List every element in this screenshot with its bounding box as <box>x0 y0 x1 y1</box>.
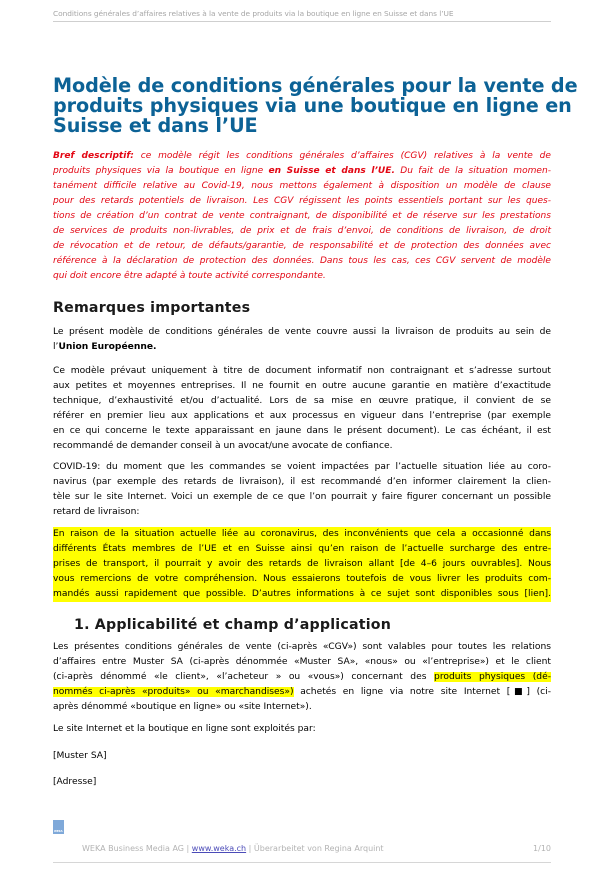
address-placeholder: [Adresse] <box>53 777 97 787</box>
document-title <box>53 74 578 137</box>
intro-line: de révocation et de retour, de défauts/garantie, de responsabilité et de protection des données avec <box>53 241 551 252</box>
title-line: Modèle de conditions générales pour la vente de <box>53 74 578 97</box>
footer-company: WEKA Business Media AG | <box>82 844 192 853</box>
union-europeenne-bold: Union Européenne. <box>58 342 157 353</box>
page-number: 1/10 <box>533 844 551 853</box>
section-1-heading: 1. Applicabilité et champ d’application <box>74 617 392 633</box>
page-footer <box>82 844 551 853</box>
company-placeholder: [Muster SA] <box>53 751 107 761</box>
intro-line: qui doit encore être adapté à toute activité correspondante. <box>53 271 326 282</box>
highlighted-products-term: produits physiques (dé- <box>434 672 552 683</box>
intro-label: Bref descriptif: <box>53 151 134 161</box>
weka-website-link[interactable]: www.weka.ch <box>191 844 247 853</box>
running-header: Conditions générales d’affaires relatives à la vente de produits via la boutique en ligne en Suisse et dans l’UE <box>53 9 454 18</box>
operator-intro: Le site Internet et la boutique en ligne sont exploités par: <box>53 724 316 734</box>
title-line: Suisse et dans l’UE <box>53 114 258 137</box>
weka-logo: WEKA <box>53 820 64 834</box>
header-divider <box>53 21 551 22</box>
footer-divider <box>53 862 551 863</box>
remarks-paragraph-eu: Le présent modèle de conditions générales de vente couvre aussi la livraison de produits au sein de l’Union Européenne. <box>53 327 551 353</box>
intro-line: référence à la déclaration de protection des données. Dans tous les cas, ces CGV servent de modèle <box>53 256 551 267</box>
section-1-paragraph: Les présentes conditions générales de vente (ci-après «CGV») sont valables pour toutes les relations d’affaires entre Muster SA (ci-après dénommée «Muster SA», «nous» ou «l’entreprise») et le client (ci-après dénommé «le client», «l’acheteur » ou «vous») concernant des produits physiques (dé- nommés ci-après «produits» ou «marchandises») achetés en ligne via notre site Internet [■] (ci- après dénommé «boutique en ligne» ou «site Internet»). <box>53 642 552 713</box>
intro-line: tions de création d’un contrat de vente contraignant, de disponibilité et de réserve sur les prestations <box>53 211 551 222</box>
highlighted-delay-notice: En raison de la situation actuelle liée au coronavirus, des inconvénients que cela a occasionné dans différents États membres de l’UE et en Suisse ainsi qu’en raison de l’actuelle surcharge des entre- prises de transport, il pourrait y avoir des retards de livraison allant [de 4–6 jours ouvrables]. Nous vous remercions de votre compréhension. Nous essaierons toutefois de vous livrer les produits com- mandés aussi rapidement que possible. D’autres informations à ce sujet sont disponibles sous [lien]. <box>53 527 551 602</box>
intro-line: pour des retards potentiels de livraison. Les CGV régissent les points essentiels portant sur les ques- <box>53 196 551 207</box>
intro-line: produits physiques via la boutique en ligne en Suisse et dans l’UE. Du fait de la situation momen- <box>53 166 551 177</box>
remarks-heading: Remarques importantes <box>53 300 251 316</box>
highlighted-products-term: nommés ci-après «produits» ou «marchandises») <box>53 687 294 698</box>
intro-line: tanément difficile relative au Covid-19, nous mettons également à disposition un modèle de clause <box>53 181 551 192</box>
intro-bold-region: en Suisse et dans l’UE. <box>268 166 395 177</box>
intro-line: Bref descriptif: ce modèle régit les conditions générales d’affaires (CGV) relatives à la vente de <box>53 151 551 161</box>
remarks-paragraph-disclaimer: Ce modèle prévaut uniquement à titre de document informatif non contraignant et s’adresse surtout aux petites et moyennes entreprises. Il ne fournit en outre aucune garantie en matière d’exactitude technique, d’exhaustivité et/ou d’actualité. Lors de sa mise en œuvre pratique, il convient de se référer en premier lieu aux applications et aux processus en vigueur dans l’entreprise (par exemple en ce qui concerne le texte apparaissant en jaune dans le présent document). Le cas échéant, il est recommandé de demander conseil à un avocat/une avocate de confiance. <box>53 366 551 452</box>
footer-credit: | Überarbeitet von Regina Arquint <box>246 844 384 853</box>
brief-description <box>53 149 551 284</box>
intro-line: de services de produits non-livrables, de prix et de frais d’envoi, de conditions de livraison, de droit <box>53 226 551 237</box>
title-line: produits physiques via une boutique en ligne en <box>53 94 572 117</box>
remarks-paragraph-covid: COVID-19: du moment que les commandes se voient impactées par l’actuelle situation liée au coro- navirus (par exemple des retards de livraison), il est recommandé d’en informer clairement la clien- tèle sur le site Internet. Voici un exemple de ce que l’on pourrait y faire figurer concernant un possible retard de livraison: <box>53 462 551 518</box>
